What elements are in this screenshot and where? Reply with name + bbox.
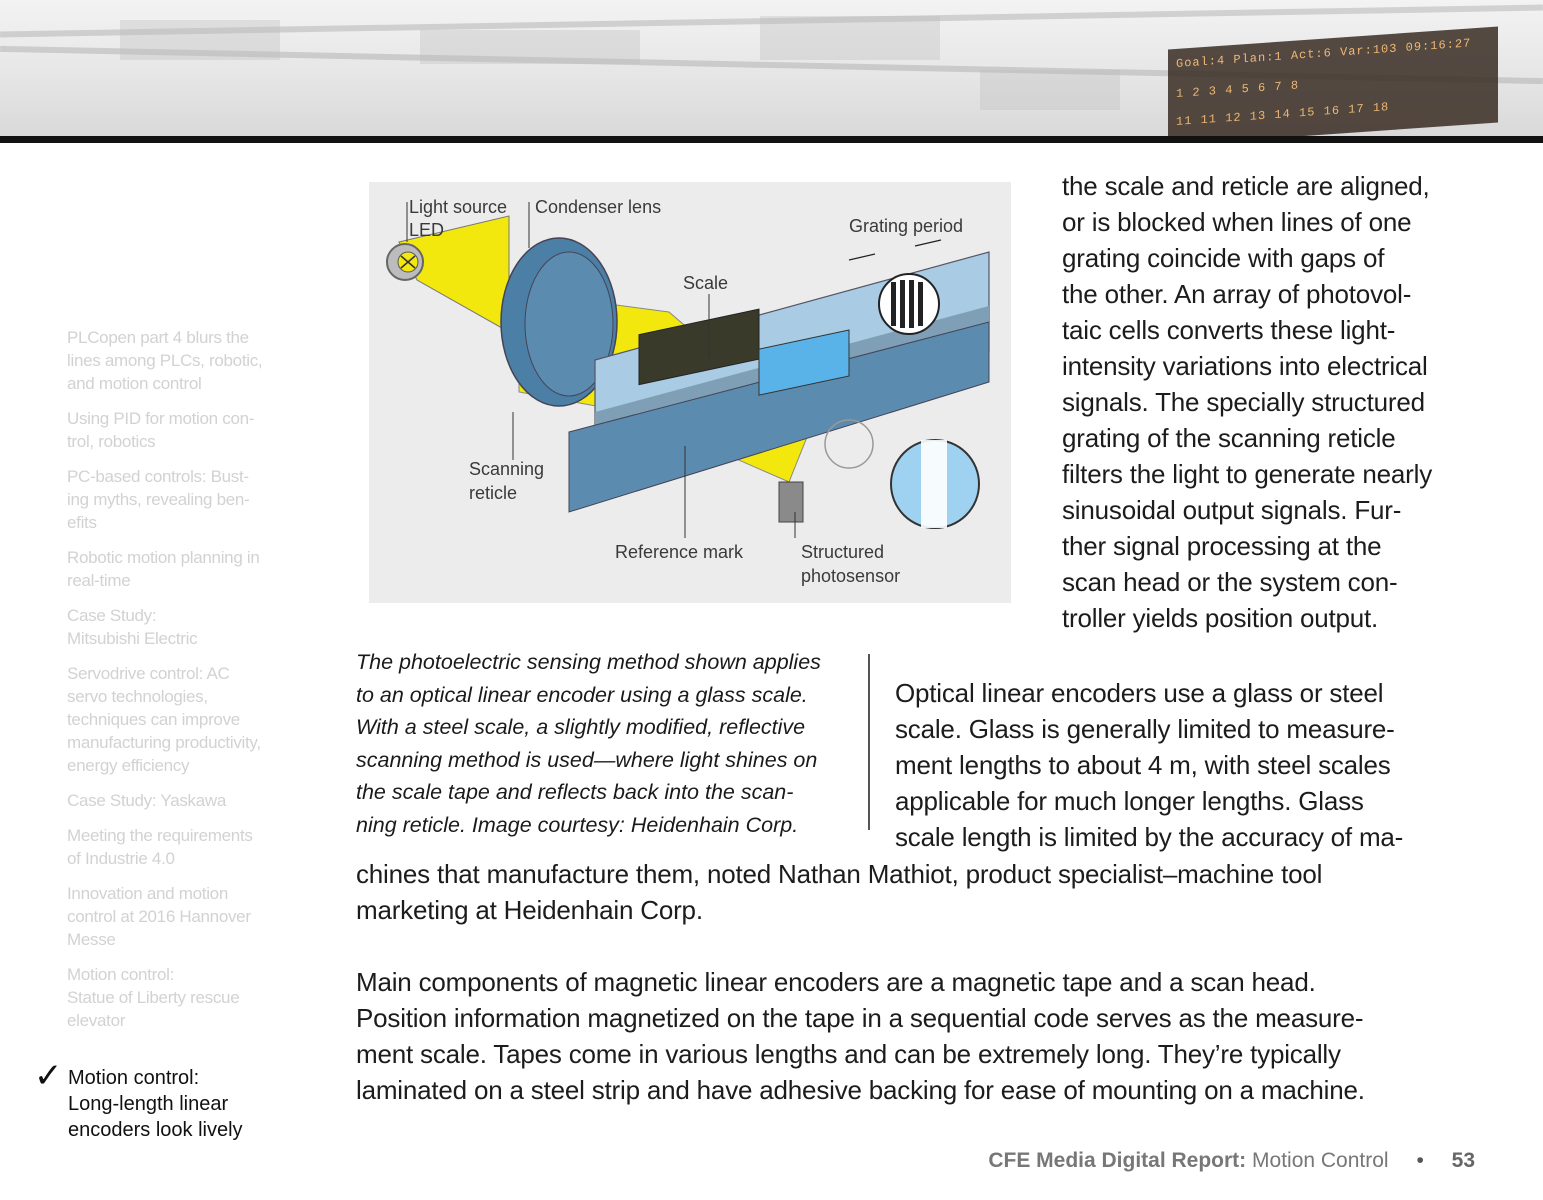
body-line: Position information magnetized on the tape in a sequential code serves as the measure- xyxy=(356,1003,1364,1033)
body-line: the other. An array of photovol- xyxy=(1062,279,1412,309)
toc-item-line: trol, robotics xyxy=(67,432,156,451)
grating-arrow xyxy=(915,240,941,246)
toc-item-line: Mitsubishi Electric xyxy=(67,629,198,648)
caption-line: The photoelectric sensing method shown applies xyxy=(356,650,821,674)
toc-item[interactable] xyxy=(67,824,282,870)
label-reticle: reticle xyxy=(469,483,518,503)
sidebar-toc xyxy=(67,326,282,1044)
toc-item-line: Statue of Liberty rescue xyxy=(67,988,240,1007)
caption-line: With a steel scale, a slightly modified, reflective xyxy=(356,715,806,739)
body-line: scale length is limited by the accuracy of ma- xyxy=(895,822,1404,852)
label-light-source: Light source xyxy=(409,197,508,217)
toc-item-line: control at 2016 Hannover xyxy=(67,907,251,926)
reference-mark-block xyxy=(779,482,803,522)
figure-caption xyxy=(356,646,854,841)
label-grating-period: Grating period xyxy=(849,216,964,236)
body-line: applicable for much longer lengths. Glass xyxy=(895,786,1364,816)
toc-item[interactable] xyxy=(67,963,282,1032)
body-line: scan head or the system con- xyxy=(1062,567,1398,597)
toc-item-line: ing myths, revealing ben- xyxy=(67,490,250,509)
toc-item-line: Case Study: xyxy=(67,606,157,625)
body-line: or is blocked when lines of one xyxy=(1062,207,1412,237)
toc-item-active[interactable] xyxy=(68,1065,288,1143)
body-paragraph-2-wrapped xyxy=(895,675,1403,855)
toc-item-line: Robotic motion planning in xyxy=(67,548,260,567)
toc-item-line: of Industrie 4.0 xyxy=(67,849,175,868)
toc-item-line: PLCopen part 4 blurs the xyxy=(67,328,249,347)
toc-item-line: Messe xyxy=(67,930,116,949)
label-led: LED xyxy=(409,220,445,240)
header-rule xyxy=(0,136,1543,143)
body-line: Optical linear encoders use a glass or steel xyxy=(895,678,1384,708)
display-row: 11 11 12 13 14 15 16 17 18 xyxy=(1176,100,1390,129)
photosensor-detail-stripe xyxy=(921,440,947,528)
toc-item[interactable] xyxy=(67,465,282,534)
label-structured: Structured xyxy=(801,542,885,562)
detail-callout-ring xyxy=(825,420,873,468)
header-banner xyxy=(0,0,1543,136)
caption-line: to an optical linear encoder using a glass scale. xyxy=(356,682,808,707)
body-line: intensity variations into electrical xyxy=(1062,351,1428,381)
encoder-diagram xyxy=(369,182,1011,603)
caption-divider xyxy=(868,654,870,830)
toc-item[interactable] xyxy=(67,882,282,951)
body-line: taic cells converts these light- xyxy=(1062,315,1396,345)
toc-item-line: techniques can improve xyxy=(67,710,240,729)
toc-item-active-line: encoders look lively xyxy=(68,1119,243,1141)
toc-item[interactable] xyxy=(67,326,282,395)
checkmark-icon: ✓ xyxy=(34,1056,63,1096)
toc-item-line: servo technologies, xyxy=(67,687,208,706)
toc-item-line: manufacturing productivity, xyxy=(67,733,261,752)
body-right-column xyxy=(1062,168,1432,636)
body-line: scale. Glass is generally limited to measure- xyxy=(895,714,1395,744)
caption-line: ning reticle. Image courtesy: Heidenhain Corp. xyxy=(356,812,799,837)
toc-item-active-line: Motion control: xyxy=(68,1067,200,1089)
body-line: the scale and reticle are aligned, xyxy=(1062,171,1430,201)
label-scanning: Scanning xyxy=(469,459,545,479)
footer-section: Motion Control xyxy=(1252,1149,1389,1172)
display-row: 1 2 3 4 5 6 7 8 xyxy=(1176,78,1300,101)
page-footer xyxy=(988,1146,1475,1176)
toc-item-line: Innovation and motion xyxy=(67,884,228,903)
caption-line: the scale tape and reflects back into the scan- xyxy=(356,780,794,804)
toc-item-line: real-time xyxy=(67,571,131,590)
body-line: laminated on a steel strip and have adhesive backing for ease of mounting on a machine. xyxy=(356,1075,1365,1105)
encoder-diagram-graphic xyxy=(369,182,1011,603)
toc-item-active-line: Long-length linear xyxy=(68,1093,229,1115)
body-line: filters the light to generate nearly xyxy=(1062,459,1433,489)
body-line: signals. The specially structured xyxy=(1062,387,1425,417)
toc-item-line: Servodrive control: AC xyxy=(67,664,230,683)
toc-item-line: Motion control: xyxy=(67,965,174,984)
toc-item[interactable] xyxy=(67,789,282,812)
body-line: grating coincide with gaps of xyxy=(1062,243,1385,273)
toc-item[interactable] xyxy=(67,546,282,592)
page-number: 53 xyxy=(1451,1149,1475,1172)
body-paragraph-2-continued xyxy=(356,856,1322,928)
footer-bullet-icon: • xyxy=(1416,1149,1424,1172)
toc-item-line: elevator xyxy=(67,1011,126,1030)
toc-item-line: Meeting the requirements xyxy=(67,826,253,845)
body-line: chines that manufacture them, noted Nathan Mathiot, product specialist–machine tool xyxy=(356,859,1323,889)
body-line: ment lengths to about 4 m, with steel scales xyxy=(895,750,1391,780)
toc-item-line: energy efficiency xyxy=(67,756,190,775)
body-paragraph-3 xyxy=(356,964,1365,1108)
body-line: troller yields position output. xyxy=(1062,603,1379,633)
label-scale: Scale xyxy=(683,273,729,293)
body-line: grating of the scanning reticle xyxy=(1062,423,1396,453)
toc-item-line: Case Study: Yaskawa xyxy=(67,791,227,810)
display-row: Goal:4 Plan:1 Act:6 Var:103 09:16:27 xyxy=(1176,36,1472,71)
label-photosensor: photosensor xyxy=(801,566,901,586)
label-condenser-lens: Condenser lens xyxy=(535,197,662,217)
toc-item-line: efits xyxy=(67,513,97,532)
footer-publication: CFE Media Digital Report: xyxy=(988,1149,1247,1172)
factory-display-board xyxy=(1168,26,1498,136)
body-line: sinusoidal output signals. Fur- xyxy=(1062,495,1402,525)
toc-item-line: and motion control xyxy=(67,374,202,393)
label-reference-mark: Reference mark xyxy=(615,542,744,562)
body-line: Main components of magnetic linear encoders are a magnetic tape and a scan head. xyxy=(356,967,1316,997)
caption-line: scanning method is used—where light shines on xyxy=(356,747,818,772)
toc-item[interactable] xyxy=(67,604,282,650)
toc-item-line: lines among PLCs, robotic, xyxy=(67,351,263,370)
toc-item[interactable] xyxy=(67,662,282,777)
body-line: ment scale. Tapes come in various lengths and can be extremely long. They’re typically xyxy=(356,1039,1341,1069)
body-line: ther signal processing at the xyxy=(1062,531,1382,561)
toc-item-line: PC-based controls: Bust- xyxy=(67,467,249,486)
toc-item-line: Using PID for motion con- xyxy=(67,409,255,428)
grating-arrow xyxy=(849,254,875,260)
body-line: marketing at Heidenhain Corp. xyxy=(356,895,703,925)
toc-item[interactable] xyxy=(67,407,282,453)
